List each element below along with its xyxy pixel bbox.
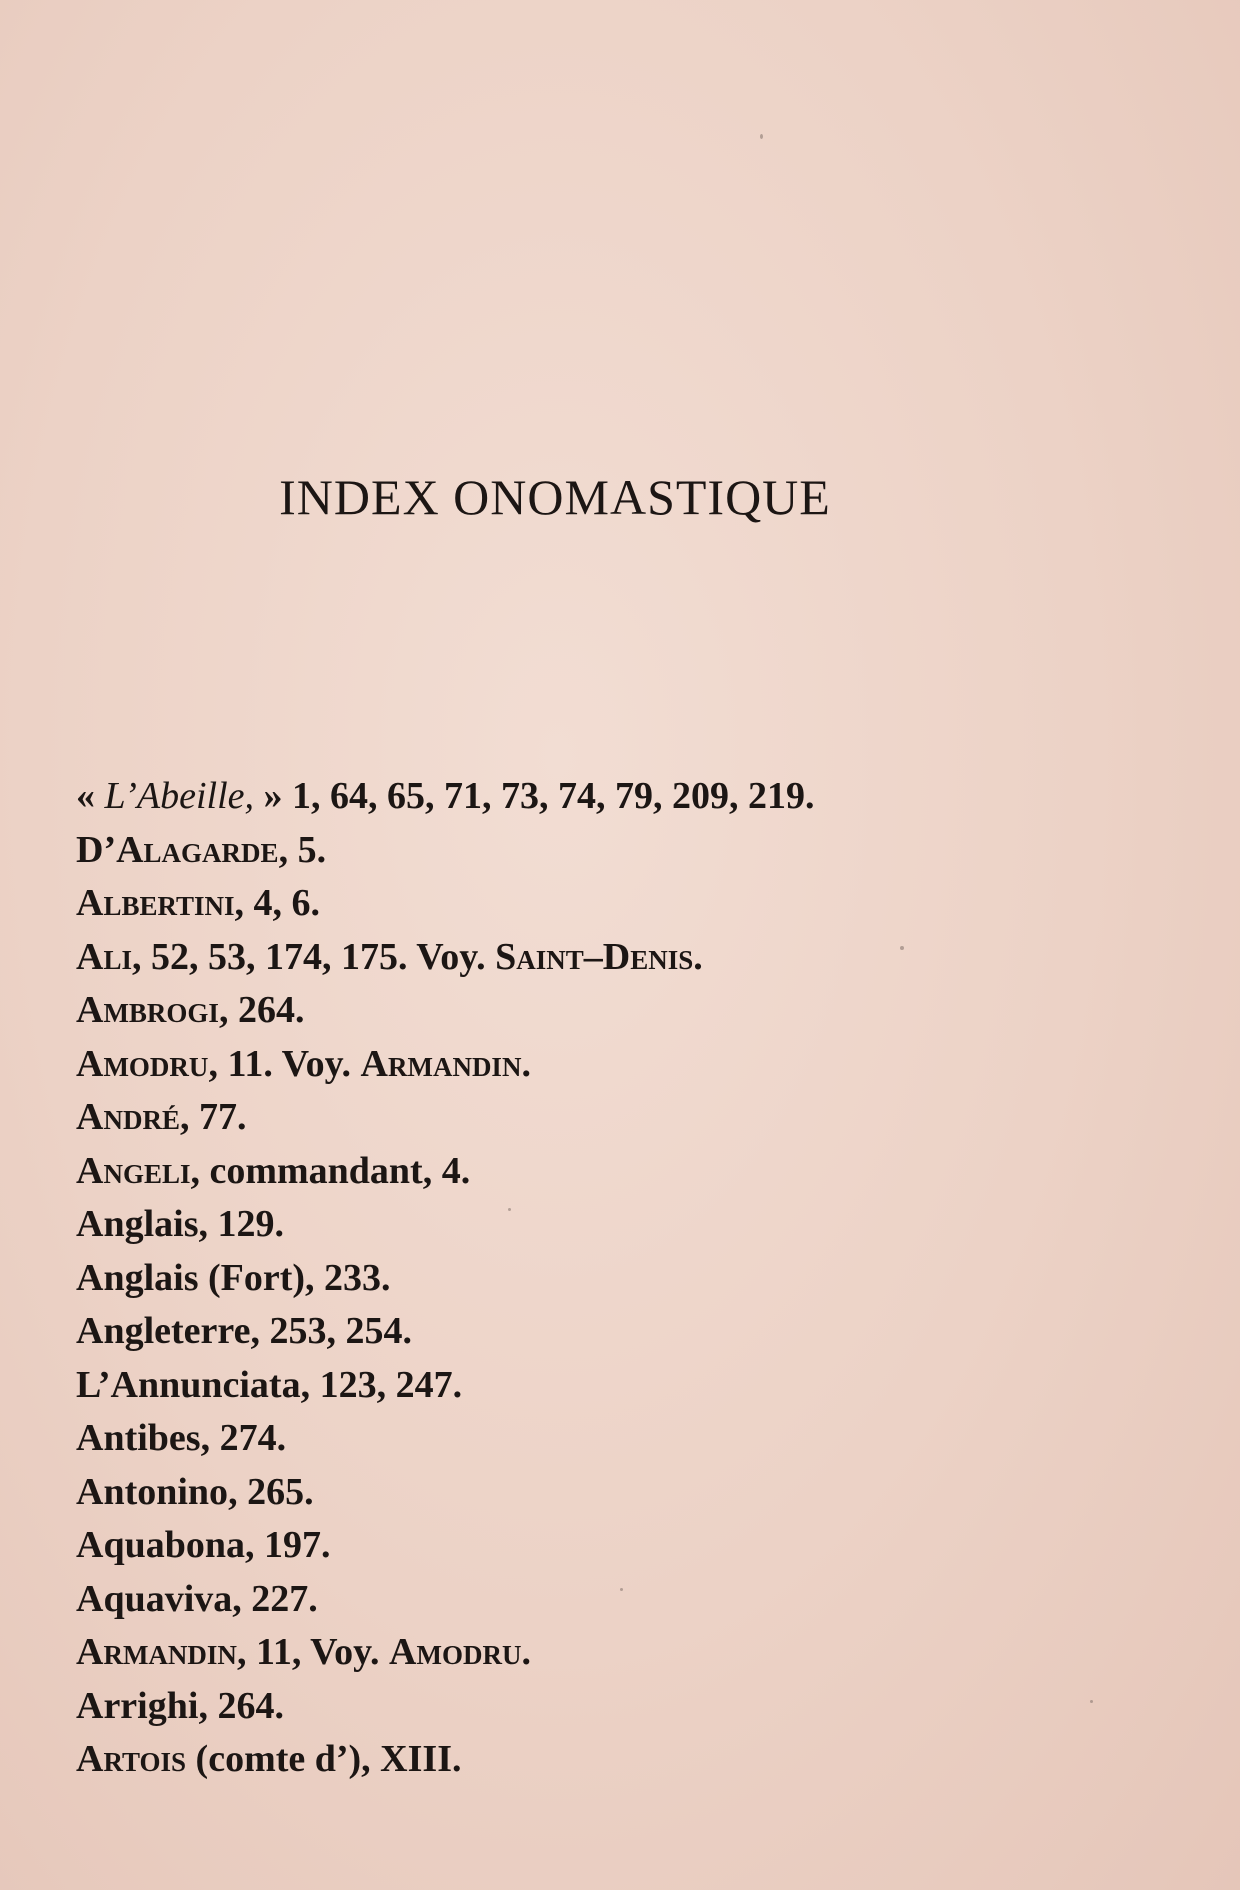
- index-entry: [76, 1626, 1076, 1680]
- index-entry: [76, 1733, 1076, 1787]
- entry-name: Angeli: [76, 1149, 191, 1192]
- entry-pages: , 52, 53, 174, 175. Voy.: [131, 935, 496, 978]
- entry-name: Amodru: [76, 1042, 209, 1085]
- entry-cross-reference: Armandin: [360, 1042, 522, 1085]
- index-entry: [76, 1412, 1076, 1466]
- index-entry: [76, 770, 1076, 824]
- index-entry: [76, 877, 1076, 931]
- paper-speck: [508, 1208, 511, 1211]
- entry-name: Angleterre: [76, 1310, 251, 1352]
- entry-pages: , 264.: [198, 1684, 284, 1727]
- entry-tail: .: [521, 1631, 531, 1673]
- entry-pages: , 265.: [228, 1470, 314, 1513]
- entry-name: L’Annunciata: [76, 1363, 301, 1406]
- entry-cross-reference: Amodru: [389, 1631, 522, 1673]
- entry-name: Armandin: [76, 1631, 237, 1673]
- entry-name: Antibes: [76, 1417, 201, 1459]
- entry-name: Albertini: [76, 882, 235, 924]
- entry-pages: , 264.: [218, 989, 305, 1031]
- index-entry: [76, 931, 1076, 985]
- entry-name: André: [76, 1096, 180, 1138]
- entry-cross-reference: Saint–Denis: [495, 935, 694, 978]
- index-entry: [76, 1091, 1076, 1145]
- entry-prefix: «: [76, 775, 105, 817]
- index-entry: [76, 1359, 1076, 1413]
- entry-tail: .: [521, 1042, 531, 1085]
- entry-pages: , 5.: [278, 828, 327, 871]
- paper-speck: [620, 1588, 623, 1591]
- entry-pages: , 11. Voy.: [208, 1042, 361, 1085]
- index-entry: [76, 824, 1076, 878]
- entry-pages: , 129.: [198, 1203, 284, 1245]
- entry-pages: , 227.: [232, 1577, 318, 1620]
- entry-pages: » 1, 64, 65, 71, 73, 74, 79, 209, 219.: [254, 775, 815, 817]
- entry-name: Antonino: [76, 1470, 229, 1513]
- index-entry: [76, 1305, 1076, 1359]
- entry-name: Anglais (Fort): [76, 1256, 306, 1299]
- entry-pages: , 274.: [200, 1417, 287, 1459]
- entry-name: Aquaviva: [76, 1577, 233, 1620]
- entry-pages: (comte d’), XIII.: [186, 1738, 462, 1780]
- entry-pages: , 4, 6.: [234, 882, 321, 924]
- entry-tail: .: [693, 935, 703, 978]
- index-entry: [76, 1252, 1076, 1306]
- paper-speck: [760, 134, 763, 139]
- entry-name: L’Abeille,: [104, 775, 254, 817]
- entry-pages: , 11, Voy.: [236, 1631, 390, 1673]
- entry-pages: , 123, 247.: [300, 1363, 463, 1406]
- paper-speck: [1090, 1700, 1093, 1703]
- index-entry: [76, 1519, 1076, 1573]
- index-entry: [76, 1038, 1076, 1092]
- entry-name: Arrighi: [76, 1684, 199, 1727]
- entry-pages: , 253, 254.: [250, 1310, 412, 1352]
- index-entry: [76, 1573, 1076, 1627]
- entry-name: Anglais: [76, 1203, 199, 1245]
- entry-name: D’Alagarde: [76, 828, 279, 871]
- entry-pages: , 197.: [244, 1524, 331, 1566]
- entry-name: Artois: [76, 1738, 187, 1780]
- index-list: [76, 770, 1076, 1787]
- entry-pages: , 233.: [305, 1256, 391, 1299]
- entry-name: Ambrogi: [76, 989, 219, 1031]
- index-entry: [76, 984, 1076, 1038]
- index-entry: [76, 1466, 1076, 1520]
- index-entry: [76, 1680, 1076, 1734]
- entry-name: Ali: [76, 935, 132, 978]
- entry-pages: , commandant, 4.: [190, 1149, 471, 1192]
- page-title: INDEX ONOMASTIQUE: [279, 469, 831, 525]
- entry-name: Aquabona: [76, 1524, 245, 1566]
- entry-pages: , 77.: [179, 1096, 247, 1138]
- index-entry: [76, 1145, 1076, 1199]
- paper-speck: [900, 946, 904, 950]
- index-entry: [76, 1198, 1076, 1252]
